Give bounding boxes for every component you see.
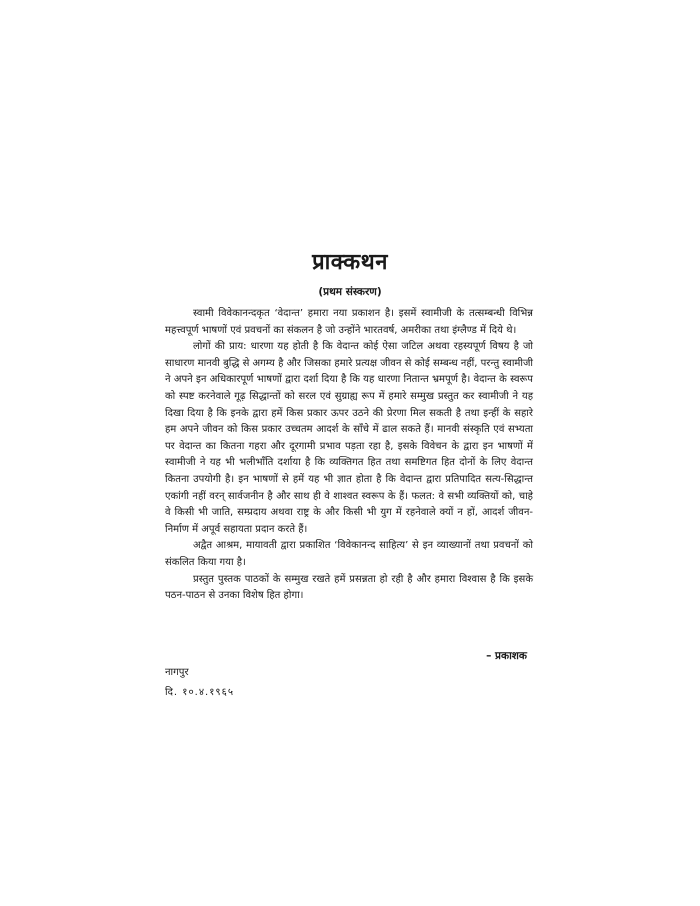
date-text: दि. १०.४.१९६५ [165,687,235,698]
paragraph-main: लोगों की प्राय: धारणा यह होती है कि वेदान्त कोई ऐसा जटिल अथवा रहस्यपूर्ण विषय है जो साधारण मानवी बुद्धि से अगम्य है और जिसका हमारे प्रत्यक्ष जीवन से कोई सम्बन्ध नहीं, परन्तु स्वामीजी ने अपने इन अधिकारपूर्ण भाषणों द्वारा दर्शा दिया है कि यह धारणा नितान्त भ्रमपूर्ण है। वेदान्त के स्वरूप को स्पष्ट करनेवाले गूढ़ सिद्धान्तों को सरल एवं सुग्राह्य रूप में हमारे सम्मुख प्रस्तुत कर स्वामीजी ने यह दिखा दिया है कि इनके द्वारा हमें किस प्रकार ऊपर उठने की प्रेरणा मिल सकती है तथा इन्हीं के सहारे हम अपने जीवन को किस प्रकार उच्चतम आदर्श के साँचे में ढाल सकते हैं। मानवी संस्कृति एवं सभ्यता पर वेदान्त का कितना गहरा और दूरगामी प्रभाव पड़ता रहा है, इसके विवेचन के द्वारा इन भाषणों में स्वामीजी ने यह भी भलीभाँति दर्शाया है कि व्यक्तिगत हित तथा समष्टिगत हित दोनों के लिए वेदान्त कितना उपयोगी है। इन भाषणों से हमें यह भी ज्ञात होता है कि वेदान्त द्वारा प्रतिपादित सत्य-सिद्धान्त एकांगी नहीं वरन् सार्वजनीन है और साथ ही वे शाश्वत स्वरूप के हैं। फलत: वे सभी व्यक्तियों को, चाहे वे किसी भी जाति, सम्प्रदाय अथवा राष्ट्र के और किसी भी युग में रहनेवाले क्यों न हों, आदर्श जीवन-निर्माण में अपूर्व सहायता प्रदान करते हैं। [165,341,533,535]
preface-body [165,306,533,605]
place-text: नागपुर [165,667,189,678]
paragraph-closing: प्रस्तुत पुस्तक पाठकों के सम्मुख रखते हमें प्रसन्नता हो रही है और हमारा विश्वास है कि इसके पठन-पाठन से उनका विशेष हित होगा। [165,573,533,602]
publisher-signature: – प्रकाशक [486,650,527,662]
page-title: प्राक्कथन [312,250,388,275]
paragraph-intro: स्वामी विवेकानन्दकृत ‘वेदान्त’ हमारा नया प्रकाशन है। इसमें स्वामीजी के तत्सम्बन्धी विभिन्न महत्त्वपूर्ण भाषणों एवं प्रवचनों का संकलन है जो उन्होंने भारतवर्ष, अमरीका तथा इंग्लैण्ड में दिये थे। [165,308,533,336]
paragraph-source: अद्वैत आश्रम, मायावती द्वारा प्रकाशित ‘विवेकानन्द साहित्य’ से इन व्याख्यानों तथा प्रवचनों को संकलित किया गया है। [165,540,533,568]
edition-subtitle: (प्रथम संस्करण) [318,286,382,298]
